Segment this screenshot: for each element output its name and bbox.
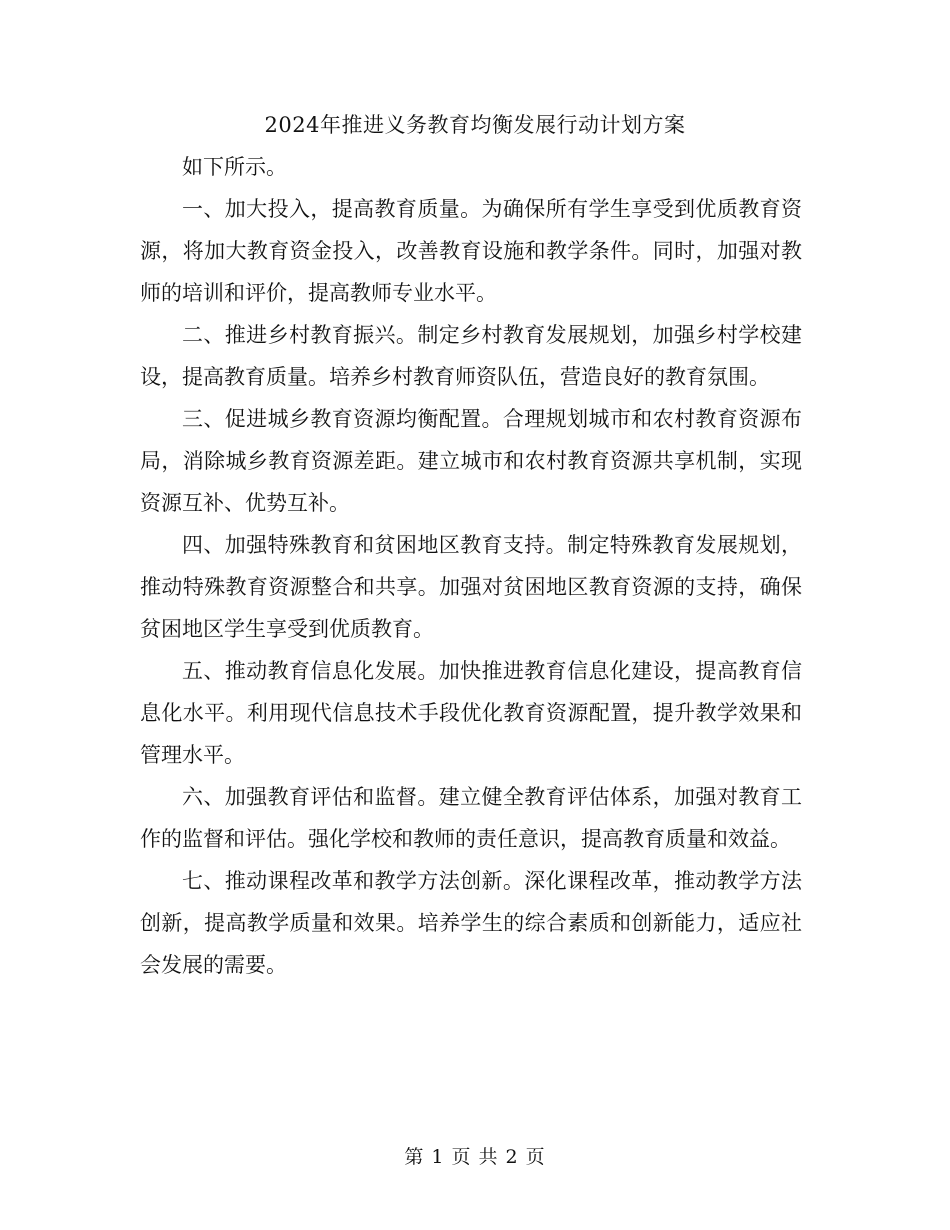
paragraph-2: 二、推进乡村教育振兴。制定乡村教育发展规划，加强乡村学校建设，提高教育质量。培养乡村教育师资队伍，营造良好的教育氛围。 xyxy=(140,323,802,389)
document-title: 2024年推进义务教育均衡发展行动计划方案 xyxy=(264,113,686,137)
page-number-footer: 第 1 页 共 2 页 xyxy=(404,1146,546,1168)
paragraph-3: 三、促进城乡教育资源均衡配置。合理规划城市和农村教育资源布局，消除城乡教育资源差距。建立城市和农村教育资源共享机制，实现资源互补、优势互补。 xyxy=(140,407,802,515)
paragraph-1: 一、加大投入，提高教育质量。为确保所有学生享受到优质教育资源，将加大教育资金投入，改善教育设施和教学条件。同时，加强对教师的培训和评价，提高教师专业水平。 xyxy=(140,197,802,305)
paragraph-6: 六、加强教育评估和监督。建立健全教育评估体系，加强对教育工作的监督和评估。强化学校和教师的责任意识，提高教育质量和效益。 xyxy=(140,785,802,851)
document-body xyxy=(140,146,802,986)
paragraph-4: 四、加强特殊教育和贫困地区教育支持。制定特殊教育发展规划，推动特殊教育资源整合和共享。加强对贫困地区教育资源的支持，确保贫困地区学生享受到优质教育。 xyxy=(140,533,802,641)
paragraph-5: 五、推动教育信息化发展。加快推进教育信息化建设，提高教育信息化水平。利用现代信息技术手段优化教育资源配置，提升教学效果和管理水平。 xyxy=(140,659,802,767)
paragraph-7: 七、推动课程改革和教学方法创新。深化课程改革，推动教学方法创新，提高教学质量和效果。培养学生的综合素质和创新能力，适应社会发展的需要。 xyxy=(140,869,802,977)
paragraph-intro: 如下所示。 xyxy=(182,155,287,179)
